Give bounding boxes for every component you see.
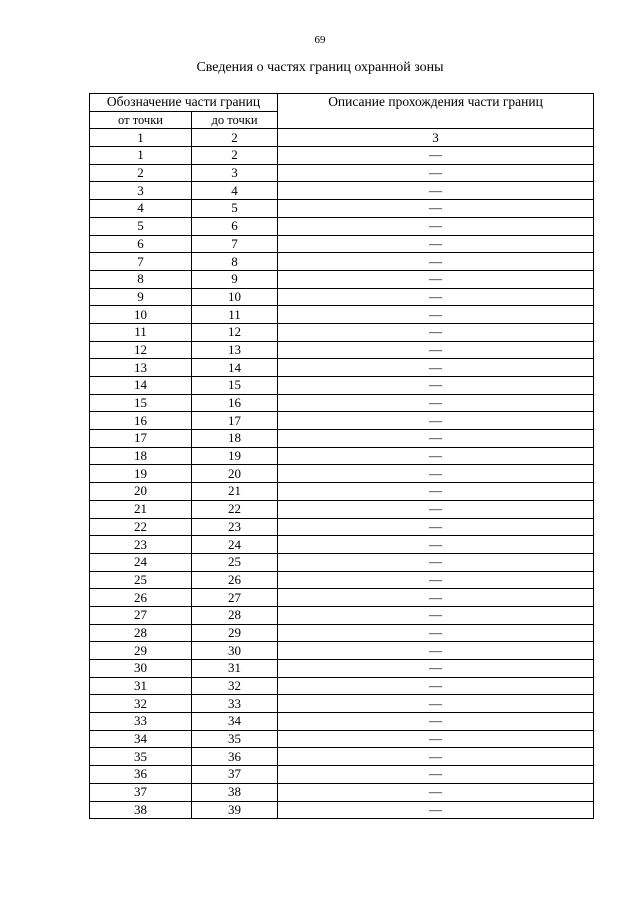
description-cell: — <box>278 288 594 306</box>
description-cell: — <box>278 553 594 571</box>
description-cell: — <box>278 465 594 483</box>
description-cell: — <box>278 571 594 589</box>
table-row <box>90 323 594 341</box>
from-point-cell: 38 <box>90 801 192 819</box>
description-cell: — <box>278 430 594 448</box>
description-cell: — <box>278 200 594 218</box>
to-point-cell: 26 <box>192 571 278 589</box>
from-point-cell: 20 <box>90 483 192 501</box>
from-point-cell: 9 <box>90 288 192 306</box>
from-point-cell: 21 <box>90 500 192 518</box>
description-cell: — <box>278 606 594 624</box>
description-cell: — <box>278 359 594 377</box>
description-cell: — <box>278 801 594 819</box>
table-row <box>90 359 594 377</box>
description-cell: — <box>278 447 594 465</box>
column-number-2: 2 <box>192 129 278 147</box>
description-cell: — <box>278 483 594 501</box>
description-cell: — <box>278 695 594 713</box>
to-point-cell: 18 <box>192 430 278 448</box>
description-cell: — <box>278 624 594 642</box>
from-point-cell: 13 <box>90 359 192 377</box>
to-point-cell: 2 <box>192 147 278 165</box>
table-row <box>90 394 594 412</box>
from-point-cell: 37 <box>90 783 192 801</box>
description-cell: — <box>278 660 594 678</box>
description-cell: — <box>278 164 594 182</box>
to-point-cell: 5 <box>192 200 278 218</box>
table-row <box>90 200 594 218</box>
table-row <box>90 713 594 731</box>
description-cell: — <box>278 536 594 554</box>
to-point-cell: 17 <box>192 412 278 430</box>
description-cell: — <box>278 306 594 324</box>
from-point-cell: 4 <box>90 200 192 218</box>
from-point-cell: 27 <box>90 606 192 624</box>
table-row <box>90 589 594 607</box>
from-point-cell: 23 <box>90 536 192 554</box>
table-row <box>90 766 594 784</box>
description-cell: — <box>278 730 594 748</box>
from-point-cell: 30 <box>90 660 192 678</box>
description-cell: — <box>278 217 594 235</box>
to-point-cell: 19 <box>192 447 278 465</box>
from-point-cell: 19 <box>90 465 192 483</box>
description-cell: — <box>278 766 594 784</box>
table-row <box>90 465 594 483</box>
table-row <box>90 447 594 465</box>
description-cell: — <box>278 500 594 518</box>
from-point-cell: 35 <box>90 748 192 766</box>
table-row <box>90 306 594 324</box>
table-row <box>90 624 594 642</box>
from-point-cell: 22 <box>90 518 192 536</box>
header-to-point: до точки <box>192 111 278 129</box>
table-row <box>90 695 594 713</box>
from-point-cell: 17 <box>90 430 192 448</box>
to-point-cell: 15 <box>192 377 278 395</box>
from-point-cell: 33 <box>90 713 192 731</box>
description-cell: — <box>278 341 594 359</box>
header-boundary-designation: Обозначение части границ <box>90 94 278 112</box>
page-number: 69 <box>314 34 326 46</box>
from-point-cell: 1 <box>90 147 192 165</box>
from-point-cell: 31 <box>90 677 192 695</box>
to-point-cell: 12 <box>192 323 278 341</box>
table-row <box>90 730 594 748</box>
from-point-cell: 32 <box>90 695 192 713</box>
table-body <box>90 147 594 819</box>
description-cell: — <box>278 642 594 660</box>
description-cell: — <box>278 677 594 695</box>
to-point-cell: 29 <box>192 624 278 642</box>
table-row <box>90 147 594 165</box>
table-row <box>90 412 594 430</box>
description-cell: — <box>278 783 594 801</box>
column-number-1: 1 <box>90 129 192 147</box>
to-point-cell: 32 <box>192 677 278 695</box>
from-point-cell: 10 <box>90 306 192 324</box>
from-point-cell: 34 <box>90 730 192 748</box>
table-row <box>90 270 594 288</box>
document-title: Сведения о частях границ охранной зоны <box>196 60 444 75</box>
to-point-cell: 31 <box>192 660 278 678</box>
table-row <box>90 288 594 306</box>
table-row <box>90 571 594 589</box>
table-row <box>90 677 594 695</box>
to-point-cell: 4 <box>192 182 278 200</box>
table-row <box>90 430 594 448</box>
from-point-cell: 29 <box>90 642 192 660</box>
description-cell: — <box>278 518 594 536</box>
from-point-cell: 11 <box>90 323 192 341</box>
to-point-cell: 16 <box>192 394 278 412</box>
table-row <box>90 253 594 271</box>
table-row <box>90 553 594 571</box>
description-cell: — <box>278 323 594 341</box>
to-point-cell: 13 <box>192 341 278 359</box>
description-cell: — <box>278 589 594 607</box>
to-point-cell: 6 <box>192 217 278 235</box>
table-row <box>90 235 594 253</box>
description-cell: — <box>278 147 594 165</box>
from-point-cell: 18 <box>90 447 192 465</box>
to-point-cell: 7 <box>192 235 278 253</box>
to-point-cell: 10 <box>192 288 278 306</box>
to-point-cell: 35 <box>192 730 278 748</box>
description-cell: — <box>278 253 594 271</box>
from-point-cell: 8 <box>90 270 192 288</box>
table-row <box>90 217 594 235</box>
description-cell: — <box>278 748 594 766</box>
from-point-cell: 28 <box>90 624 192 642</box>
table-row <box>90 341 594 359</box>
from-point-cell: 16 <box>90 412 192 430</box>
table-row <box>90 660 594 678</box>
to-point-cell: 22 <box>192 500 278 518</box>
from-point-cell: 12 <box>90 341 192 359</box>
table-row <box>90 606 594 624</box>
table-row <box>90 642 594 660</box>
description-cell: — <box>278 394 594 412</box>
to-point-cell: 28 <box>192 606 278 624</box>
header-boundary-description: Описание прохождения части границ <box>278 94 594 129</box>
description-cell: — <box>278 235 594 253</box>
to-point-cell: 27 <box>192 589 278 607</box>
to-point-cell: 24 <box>192 536 278 554</box>
from-point-cell: 36 <box>90 766 192 784</box>
to-point-cell: 14 <box>192 359 278 377</box>
table-row <box>90 536 594 554</box>
to-point-cell: 38 <box>192 783 278 801</box>
to-point-cell: 37 <box>192 766 278 784</box>
to-point-cell: 23 <box>192 518 278 536</box>
boundary-parts-table <box>89 93 594 819</box>
to-point-cell: 20 <box>192 465 278 483</box>
table-row <box>90 748 594 766</box>
table-row <box>90 783 594 801</box>
from-point-cell: 26 <box>90 589 192 607</box>
table-row <box>90 801 594 819</box>
from-point-cell: 5 <box>90 217 192 235</box>
to-point-cell: 39 <box>192 801 278 819</box>
description-cell: — <box>278 270 594 288</box>
table-row <box>90 483 594 501</box>
to-point-cell: 3 <box>192 164 278 182</box>
description-cell: — <box>278 412 594 430</box>
from-point-cell: 15 <box>90 394 192 412</box>
to-point-cell: 25 <box>192 553 278 571</box>
from-point-cell: 7 <box>90 253 192 271</box>
to-point-cell: 30 <box>192 642 278 660</box>
to-point-cell: 33 <box>192 695 278 713</box>
column-number-3: 3 <box>278 129 594 147</box>
to-point-cell: 21 <box>192 483 278 501</box>
table-row <box>90 182 594 200</box>
to-point-cell: 9 <box>192 270 278 288</box>
to-point-cell: 34 <box>192 713 278 731</box>
description-cell: — <box>278 713 594 731</box>
table-row <box>90 164 594 182</box>
table-row <box>90 518 594 536</box>
description-cell: — <box>278 182 594 200</box>
from-point-cell: 2 <box>90 164 192 182</box>
to-point-cell: 11 <box>192 306 278 324</box>
to-point-cell: 8 <box>192 253 278 271</box>
from-point-cell: 25 <box>90 571 192 589</box>
from-point-cell: 24 <box>90 553 192 571</box>
from-point-cell: 6 <box>90 235 192 253</box>
description-cell: — <box>278 377 594 395</box>
table-row <box>90 500 594 518</box>
from-point-cell: 14 <box>90 377 192 395</box>
from-point-cell: 3 <box>90 182 192 200</box>
table-row <box>90 377 594 395</box>
header-from-point: от точки <box>90 111 192 129</box>
to-point-cell: 36 <box>192 748 278 766</box>
